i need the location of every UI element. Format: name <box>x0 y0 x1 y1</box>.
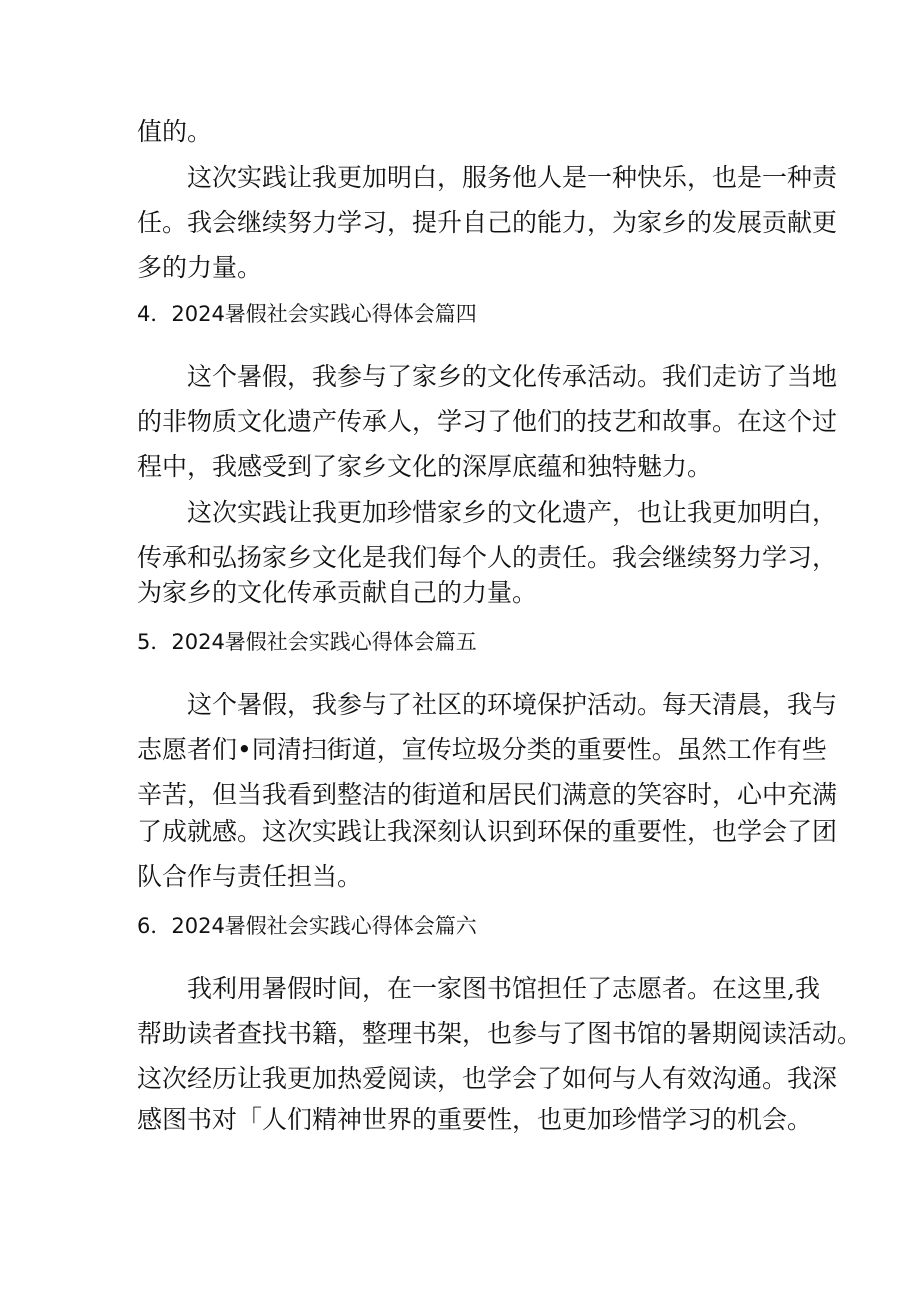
section-heading: 4．2024暑假社会实践心得体会篇四 <box>137 302 477 326</box>
body-line: 这次实践让我更加明白，服务他人是一种快乐，也是一种责 <box>187 163 838 192</box>
body-line: 这次经历让我更加热爱阅读，也学会了如何与人有效沟通。我深 <box>137 1064 838 1093</box>
body-line: 我利用暑假时间，在一家图书馆担任了志愿者。在这里,我 <box>187 974 820 1003</box>
body-line: 为家乡的文化传承贡献自己的力量。 <box>137 578 538 607</box>
section-heading: 6．2024暑假社会实践心得体会篇六 <box>137 914 477 938</box>
body-line: 的非物质文化遗产传承人，学习了他们的技艺和故事。在这个过 <box>137 407 838 436</box>
body-line: 志愿者们•同清扫街道，宣传垃圾分类的重要性。虽然工作有些 <box>137 735 827 764</box>
body-line: 队合作与责任担当。 <box>137 862 363 891</box>
body-line: 传承和弘扬家乡文化是我们每个人的责任。我会继续努力学习， <box>137 543 838 572</box>
body-line: 任。我会继续努力学习，提升自己的能力，为家乡的发展贡献更 <box>137 208 838 237</box>
body-line: 值的。 <box>137 117 213 146</box>
section-heading: 5．2024暑假社会实践心得体会篇五 <box>137 630 477 654</box>
body-line: 辛苦，但当我看到整洁的街道和居民们满意的笑容时，心中充满 <box>137 780 838 809</box>
body-line: 这个暑假，我参与了社区的环境保护活动。每天清晨，我与 <box>187 690 838 719</box>
body-line: 感图书对「人们精神世界的重要性，也更加珍惜学习的机会。 <box>137 1105 813 1134</box>
body-line: 了成就感。这次实践让我深刻认识到环保的重要性，也学会了团 <box>137 817 838 846</box>
body-line: 多的力量。 <box>137 253 263 282</box>
body-line: 这次实践让我更加珍惜家乡的文化遗产，也让我更加明白， <box>187 498 838 527</box>
body-line: 这个暑假，我参与了家乡的文化传承活动。我们走访了当地 <box>187 362 838 391</box>
body-line: 帮助读者查找书籍，整理书架，也参与了图书馆的暑期阅读活动。 <box>137 1019 863 1048</box>
body-line: 程中，我感受到了家乡文化的深厚底蕴和独特魅力。 <box>137 452 713 481</box>
